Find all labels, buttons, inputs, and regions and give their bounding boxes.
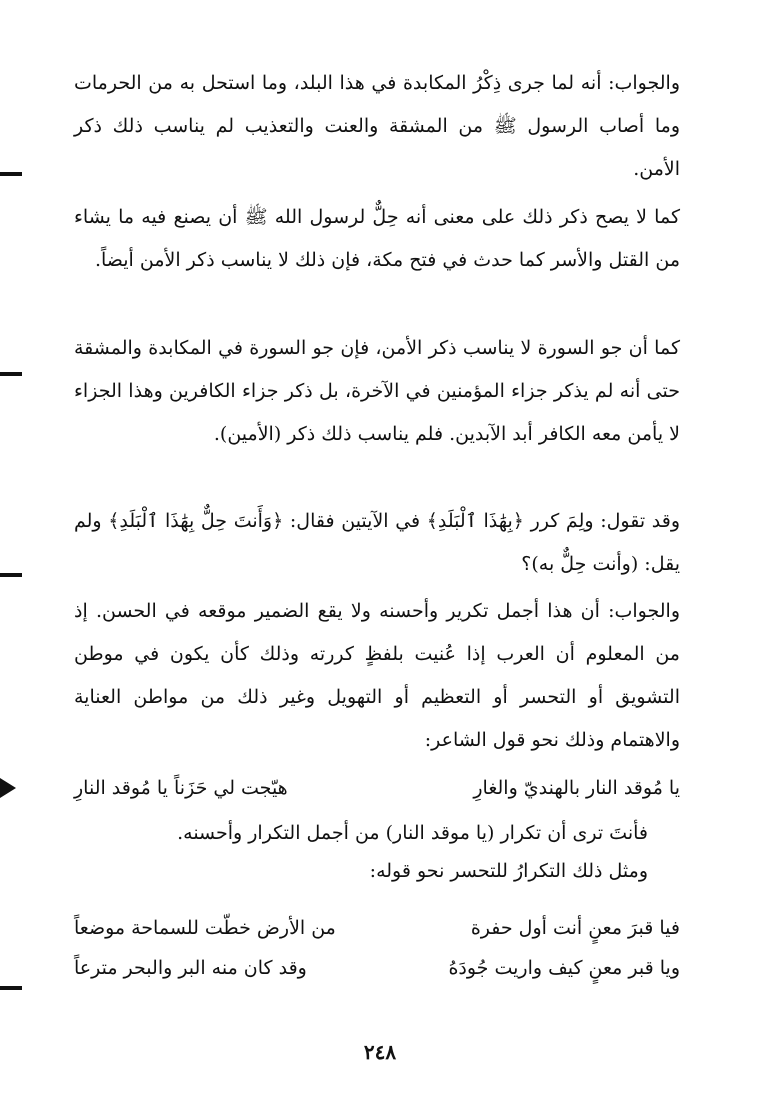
paragraph-answer-2: والجواب: أن هذا أجمل تكرير وأحسنه ولا يقع الضمير موقعه في الحسن. إذ من المعلوم أن العرب إذا عُنيت بلفظٍ كررته وذلك كأن يكون في موطن التشويق أو التحسر أو التعظيم أو التهويل وغير ذلك من مواطن العناية والاهتمام وذلك نحو قول الشاعر: bbox=[74, 600, 680, 751]
verse-2-line-1-second-hemistich: من الأرض خطّت للسماحة موضعاً bbox=[74, 917, 336, 939]
binding-mark bbox=[0, 573, 22, 577]
verse-2-line-1-first-hemistich: فيا قبرَ معنٍ أنت أول حفرة bbox=[470, 917, 680, 939]
binding-mark bbox=[0, 986, 22, 990]
verse-2-line-2-first-hemistich: ويا قبر معنٍ كيف واريت جُودَهُ bbox=[448, 957, 680, 979]
page-number: ٢٤٨ bbox=[363, 1040, 397, 1064]
paragraph-2: كما لا يصح ذكر ذلك على معنى أنه حِلٌّ لرسول الله ﷺ أن يصنع فيه ما يشاء من القتل والأسر كما حدث في فتح مكة، فإن ذلك لا يناسب ذكر الأمن أيضاً. bbox=[74, 206, 680, 271]
paragraph-question: وقد تقول: ولِمَ كرر ﴿بِهَٰذَا ٱلْبَلَدِ﴾ في الآيتين فقال: ﴿وَأَنتَ حِلٌّ بِهَٰذَا ٱلْبَلَدِ﴾ ولم يقل: (وأنت حِلٌّ به)؟ bbox=[74, 510, 680, 575]
paragraph-3: كما أن جو السورة لا يناسب ذكر الأمن، فإن جو السورة في المكابدة والمشقة حتى أنه لم يذكر جزاء المؤمنين في الآخرة، بل ذكر جزاء الكافرين وهذا الجزاء لا يأمن معه الكافر أبد الآبدين. فلم يناسب ذلك ذكر (الأمين). bbox=[74, 337, 680, 445]
binding-mark bbox=[0, 372, 22, 376]
verse-2-line-2 bbox=[74, 948, 680, 988]
binding-mark bbox=[0, 172, 22, 176]
binding-arrow-icon bbox=[0, 778, 16, 798]
verse-1-first-hemistich: يا مُوقد النار بالهنديّ والغارِ bbox=[473, 777, 680, 799]
note-line-2: ومثل ذلك التكرارُ للتحسر نحو قوله: bbox=[369, 860, 648, 882]
verse-2-line-2-second-hemistich: وقد كان منه البر والبحر مترعاً bbox=[74, 957, 307, 979]
paragraph-answer-1: والجواب: أنه لما جرى ذِكْرُ المكابدة في هذا البلد، وما استحل به من الحرمات وما أصاب الرسول ﷺ من المشقة والعنت والتعذيب لم يناسب ذلك ذكر الأمن. bbox=[74, 72, 680, 180]
verse-1 bbox=[74, 768, 680, 808]
note-line-1: فأنتَ ترى أن تكرار (يا موقد النار) من أجمل التكرار وأحسنه. bbox=[177, 822, 648, 844]
verse-1-second-hemistich: هيّجت لي حَزَناً يا مُوقد النارِ bbox=[74, 777, 288, 799]
verse-2-line-1 bbox=[74, 908, 680, 948]
